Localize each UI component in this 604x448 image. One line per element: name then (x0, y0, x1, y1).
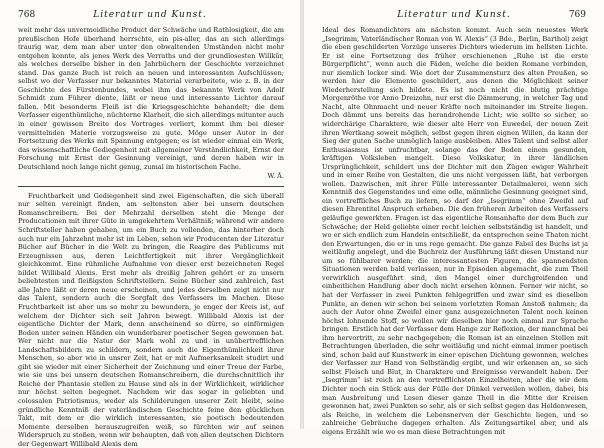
left-page-header (18, 8, 282, 22)
right-running-head: Literatur und Kunst. (397, 10, 511, 20)
right-page-body (322, 26, 588, 436)
review-signature: W. Ä. (267, 172, 284, 181)
left-page (0, 0, 300, 448)
left-paragraph-1: weit mehr das unvermeidliche Product der Schwäche und Rathlosigkeit, die am preußischen Hofe überhand herrschte, ein pis-aller, das an sich allerdings traurig war, dem man aber unter den obwaltenden Umständen nicht mehr entgehen konnte, als jenes Werk des Verraths und der grundlosesten Willkür, als welches derselbe bisher in den Jahrbüchern der Geschichte verzeichnet stand. Das ganze Buch ist reich an neuen und interessanten Aufschlüssen; selbst wo der Verfasser nur bekanntes Material verarbeitete, wie z. B. in der Geschichte des Fürstenbundes, wobei ihm das bekannte Werk von Adolf Schmidt zum Führer diente, läßt er neue und interessante Lichter darauf fallen. Mit besonderm Fleiß ist die Kriegsgeschichte behandelt; die dem Verfasser eigenthümliche, nüchterne Klarheit, die sich allerdings mitunter auch in einer gewissen Breite des Vortrages verliert, kommt ihm bei dieser vermittelnden Materie vorzugsweise zu gute. Möge unser Autor in der Fortsetzung des Werks mit Spannung entgegen; es ist wieder einmal ein Werk, das wissenschaftliche Gediegenheit mit allgemeiner Verständlichkeit, Ernst der Forschung mit Ernst der Gesinnung vereinigt, und deren haben wir in Deutschland noch lange nicht genug, zumal im historischen Fache. (18, 26, 284, 171)
section-divider (18, 186, 284, 187)
right-page-number: 769 (568, 10, 586, 20)
left-running-head: Literatur und Kunst. (93, 10, 207, 20)
right-page (304, 0, 604, 436)
left-paragraph-2: Fruchtbarkeit und Gediegenheit sind zwei Eigenschaften, die sich überall nur selten vereinigt finden, am seltensten aber bei unsern deutschen Romanschreibern. Bei der Mehrzahl derselben steht die Menge der Producationen mit ihrer Güte in umgekehrtem Verhältniß; während wir andere Schriftsteller haben gehaben, um ein Buch zu vollenden, das hinterher doch auch nur ein Jahrzehnt mehr ist im Leben, sehen wir Producenten der Literatur Bücher auf Bücher in die Welt zu bringen, die Reagire des Publicums mit Erzeugnissen aus, deren Leichtfertigkeit mit ihrer Vergänglichkeit gleichkommt. Eine rühmliche Aufnahme von dieser erst bezeichneten Regel bildet Willibald Alexis. Erst mehr als dreißig Jahren gehört er zu unsern beliebtesten und fleißigsten Schriftstellern. Seine Bücher sind zahlreich, fast alle Jahre läßt er deren neue erscheinen, und jedes derselben zeigt nicht nur das Talent, sondern auch die Sorgfalt des Verfassers im Machen. Diese Fruchtbarkeit ist aber um so mehr zu bewundern, je enger der Kreis ist, auf welchem der Dichter sich seit Jahren bewegt. Willibald Alexis ist der eigentliche Dichter der Mark, denn anscheinend so dürre, so einförmigen Boden unter seinen Händen ein wunderbarer poetischer Segen gewonnen hat. Wer nicht nur die Natur der Mark wohl zu und in unübertrefflichen Landschaftsbildern zu schildern, sondern auch die Eigenthümlichkeit ihrer Menschen, so aber wie in unsrer Zeit, hat er mit Aufmerksamkeit studirt und gibt sie wieder mit einer Sicherheit der Zeichnung und einer Treue der Farbe, wie sie uns bei unsern deutschen Romanschreibern, die durchschnittlich ihr Reiche der Phantasie stellen zu Hause sind als in der Wirklichkeit, wirklicher nur höchst selten begegnet. Nachdem wir das sogar in geliebten und colossalen Patriotismus, weder als Schilderungen unserer Zeit bleibt, seine gründliche Kenntniß der vaterländischen Geschichte feine den glücklichen Takt, mit dem er die wirklich interessanten, sie poetisch bedeutenden Momente derselben herauszugreifen weiß, so fürchten wir auf seinen Widerspruch zu stoßen, wenn wir behaupten, daß von allen deutschen Dichtern der Gegenwart Willibald Alexis dem (18, 191, 284, 448)
right-paragraph-1: Ideal des Romandichters am nächsten kommt. Auch sein neuestes Werk „Isegrimm, Vaterländischer Roman von W. Alexis“ (3 Bde., Berlin, Barthol) zeigt die eben geschilderten Vorzüge unseres Dichters wiederum im hellsten Lichte. Er ist eine Fortsetzung des früher erschienenen „Ruhe ist die erste Bürgerpflicht“, wenn auch die Fäden, welche die beiden Romane verbinden, nur ziemlich locker sind. Wie dort der Zusammensturz des alten Preußen, so werden hier die Elemente geschildert, aus denen die Möglichkeit seiner Wiederherstellung sich bildete. Es ist noch nicht die blutig prächtige Morgenröthe vor Anno Dreizehn, nur erst die Dämmerung, in welcher Tag und Nacht, alte Ohnmacht und neuer Kräfte noch miteinander im Streite liegen. Doch dämmt uns bereits das herandrohende Licht; wie sollte so sicher, so widerchärige Charaktere, wie dieser alte Herr von Euwedel, der neuen Zeit ihren Wertkang soweit möglich, selbst gegen ihren eignen Willen, da kann der Sieg der guten Sache unmöglich lange ausbleiben. Alles Talent und selbst aller Enthusiasmus ist unfruchtbar, solange das der Boden einem gesunden, kräftigen Volksleben mangelt. Diese Volkskatur, in ihrer ländlichen Ursprünglichkeit, schildert uns der Dichter mit den Zügen ewiger Wahrheit und in einer Reihe von Gestalten, die uns nicht vergessen läßt, hat verborgen wollen. Dazwischen, mit ihrer Fülle interessanter Detailmalerei, wenn sich Kenntniß des Gegenstandes und eine edle, männliche Gesinnung geeignet sind, ein vortreffliches Buch zu liefern, so darf der „Isegrimm“ ohne Zweifel auf diesen Ehrentitel Anspruch erheben. Die den früheren Arbeiten des Verfassers geläufige gewerkten. Fragen ist das eigentliche Romanhafte der dem Buch zur Schwäche; der Held geliebte einer recht leichen selbstständig ist handelt, und wo er sich endlich zum Handeln entschließt, da entsprechen seine Thaten nicht den Erwartungen, die er in uns rege gemacht. Die ganze Fabel des Buchs ist ja weitläufig angelegt, und die Buchreiz der Ausführung läßt diesen Umstand nur um so fühlbarer werden; die interessantesten Figuren, die spannendsten Situationen werden bald verlassen, nur in Episoden abgemacht, die zum Theil verwirklich ausgeführt sind, den Mangel einer durchgreifenden und einheitlichen Handlung aber doch nicht ersehen können. Ferner wir nicht, so hat der Verfasser in zwei Punkten fehlgegriffen und zwar sind es dieselben Punkte, an denen wir schon bei seinem vorletzten Roman Anstoß nahmen; da auch der Autor ohne Zweifel einer ganz ausgezeichneten Talent noch keinen höchst lohnende Stoff, so wollen wir dieselben hier noch einmal zur Sprache bringen. Erstlich hat der Verfasser dem Hange zur Reflexion, der manchmal bei ihm hervortritt, zu sehr nachgegeben; die Roman ist an einzelnen Stellen mit Betrachtungen überladen, die sehr weitläufig und nicht einmal immer poetisch sind, schon bald auf Kunstwerk in einer epischen Dichtung gewonnen, welches der Verfasser zur Hand von Selbständig ergibt, und wir erkennen an, so sich selbst Fleisch und Blut, in Charaktere und Ereignisse verwandelt haben. Der „Isegrimm“ ist reich an den vortrefflichsten Einzelheiten, aber die wir dem Dichter noch ein Stück aus der Fülle der Dünkel verweilen wollen, dabei, bis man Ausbreitung und Lesen dieser ganze Theil in die Mitte der Kreisen gewonnen hat, zwei Punkten so sehr, als er sich selbst gegen das Heldenwesen, als Reiche, in welchem die Lebensnerven der Geschichte liegen, und so zahlreiche Gebräuche dagegen erhalten. Als Zeitungsartikel aber, und als eigens Erzählt wie wo es man diese Betrachtungen mit (322, 26, 588, 436)
right-page-header (322, 8, 586, 22)
left-page-number: 768 (18, 10, 36, 20)
left-page-body (18, 26, 284, 448)
